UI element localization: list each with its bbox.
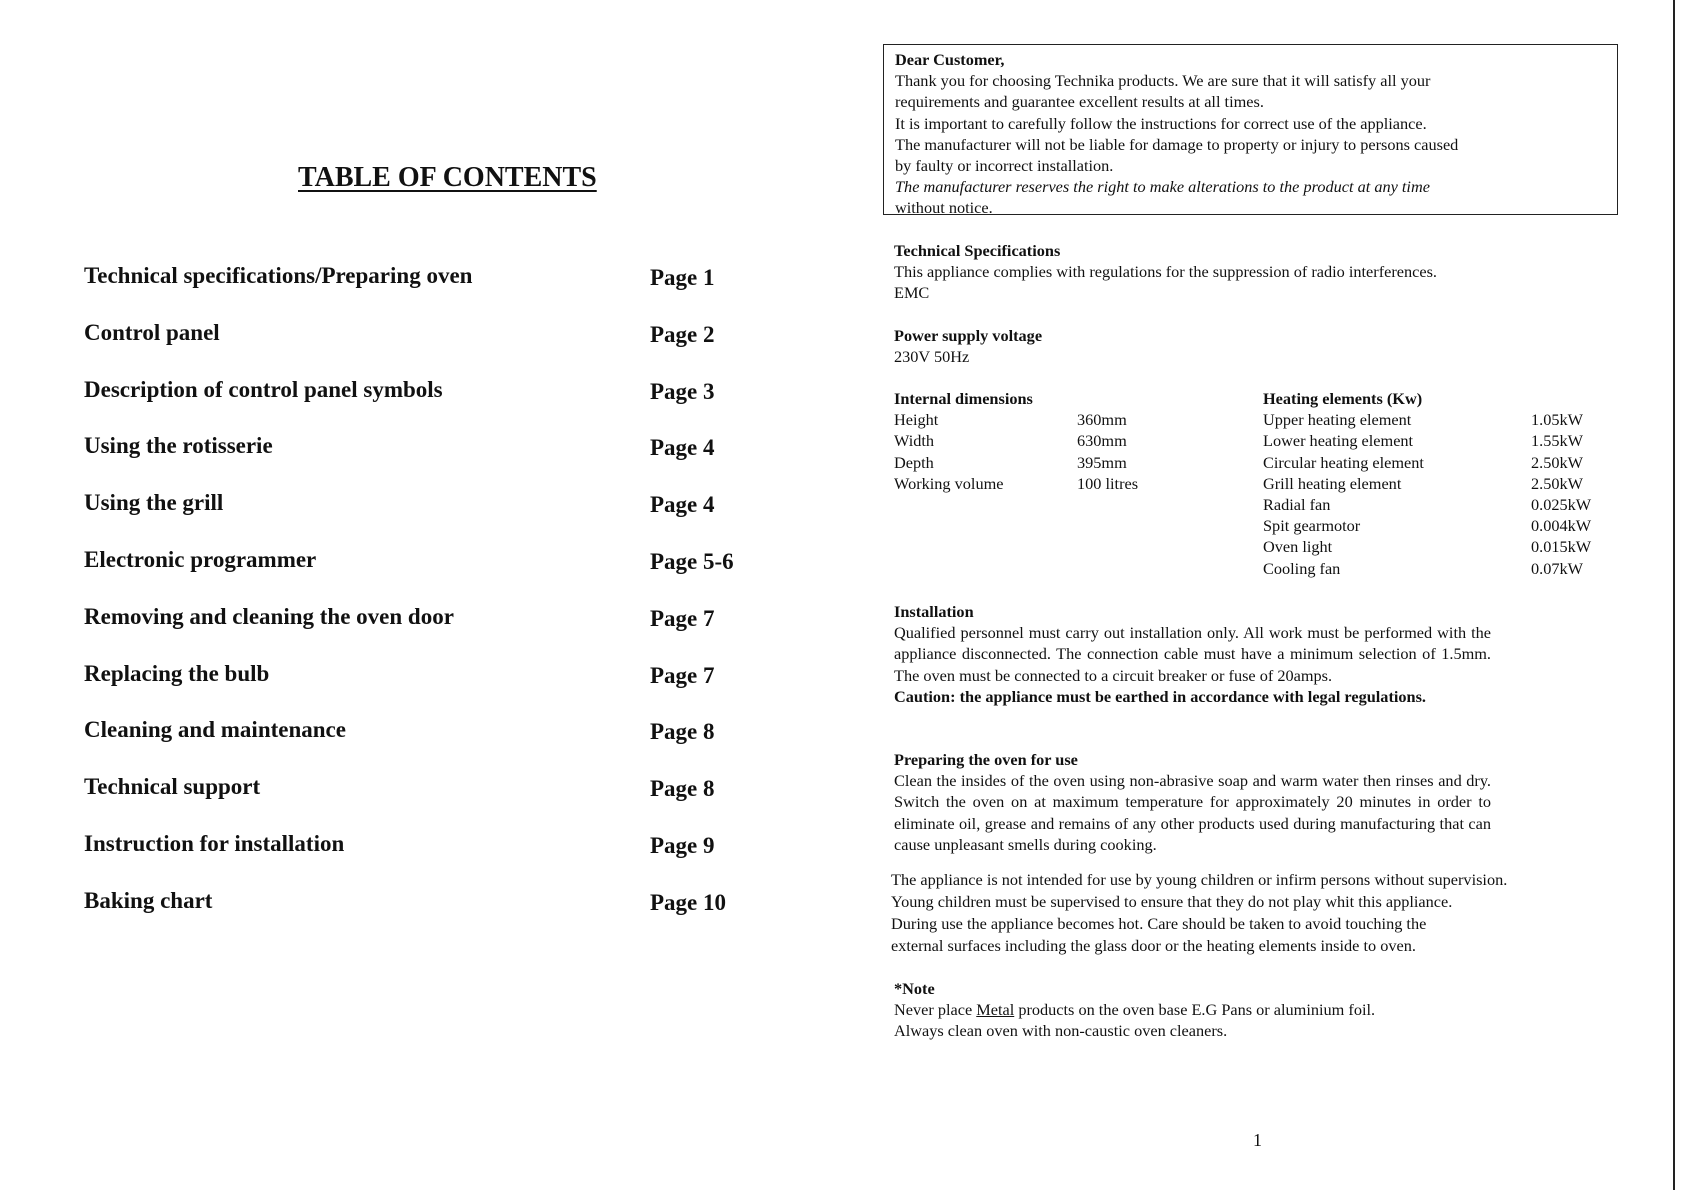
notice-line: by faulty or incorrect installation. [895,156,1114,176]
heating-value: 1.05kW [1531,410,1583,430]
heating-row [1263,473,1623,494]
toc-entry[interactable] [82,717,782,774]
heating-row [1263,409,1623,430]
dimension-row [894,409,1194,430]
toc-entry[interactable] [82,490,782,547]
toc-entry-page: Page 9 [650,832,715,858]
safety-line: The appliance is not intended for use by young children or infirm persons without supervision. [891,870,1508,889]
dimension-value: 630mm [1077,431,1127,451]
safety-line: During use the appliance becomes hot. Care should be taken to avoid touching the [891,914,1427,933]
power-supply-section [894,325,1042,367]
dimension-row [894,473,1194,494]
heating-row [1263,452,1623,473]
toc-entry-label: Description of control panel symbols [84,376,443,402]
dimension-value: 360mm [1077,410,1127,430]
toc-entry-label: Using the grill [84,490,224,516]
installation-section [894,601,1491,707]
dimension-label: Height [894,410,939,430]
internal-dimensions-heading: Internal dimensions [894,389,1033,408]
heating-label: Lower heating element [1263,431,1414,451]
heating-label: Grill heating element [1263,473,1402,493]
notice-line: Thank you for choosing Technika products. We are sure that it will satisfy all your [895,71,1431,91]
toc-entry-page: Page 7 [650,662,715,688]
tech-specs-section [894,240,1437,304]
toc-entry-label: Cleaning and maintenance [84,717,346,743]
dimension-row [894,430,1194,451]
heating-value: 2.50kW [1531,452,1583,472]
toc-list [82,263,782,945]
toc-title: TABLE OF CONTENTS [298,162,597,193]
toc-entry-page: Page 10 [650,889,727,915]
toc-entry[interactable] [82,377,782,434]
note-line [894,999,1375,1020]
toc-entry-label: Instruction for installation [84,830,345,856]
power-supply-heading: Power supply voltage [894,326,1043,345]
toc-entry[interactable] [82,547,782,604]
heating-label: Cooling fan [1263,558,1341,578]
toc-entry-label: Control panel [84,319,220,345]
notice-line: The manufacturer reserves the right to make alterations to the product at any time [895,177,1430,197]
toc-entry-label: Electronic programmer [84,546,317,572]
safety-line: external surfaces including the glass door or the heating elements inside to oven. [891,936,1416,955]
toc-entry[interactable] [82,320,782,377]
heating-row [1263,430,1623,451]
note-underlined-text: Metal [976,1000,1015,1020]
toc-entry[interactable] [82,263,782,320]
heating-row [1263,515,1623,536]
heating-value: 0.025kW [1531,494,1592,514]
toc-entry-label: Removing and cleaning the oven door [84,603,454,629]
heating-label: Spit gearmotor [1263,516,1361,536]
heating-elements-heading: Heating elements (Kw) [1263,389,1423,408]
notice-line: It is important to carefully follow the instructions for correct use of the appliance. [895,113,1427,133]
heating-row [1263,494,1623,515]
toc-entry-page: Page 8 [650,776,715,802]
internal-dimensions-table [894,388,1194,494]
heating-row [1263,536,1623,557]
tech-specs-text: This appliance complies with regulations for the suppression of radio interferences. [894,262,1437,282]
notice-line: The manufacturer will not be liable for damage to property or injury to persons caused [895,134,1459,154]
dimension-value: 395mm [1077,452,1127,472]
tech-specs-heading: Technical Specifications [894,241,1061,260]
dimension-label: Depth [894,452,934,472]
toc-entry-label: Baking chart [84,887,213,913]
toc-entry-page: Page 8 [650,719,715,745]
toc-entry[interactable] [82,433,782,490]
heating-label: Oven light [1263,537,1333,557]
toc-entry-page: Page 7 [650,605,715,631]
notice-line: without notice. [895,198,993,218]
toc-entry-page: Page 4 [650,492,715,518]
preparing-body: Clean the insides of the oven using non-abrasive soap and warm water then rinses and dry. Switch the oven on at maximum temperature for approximately 20 minutes in order to eliminate oil, grease and remains of any other products used during manufacturing that can cause unpleasant smells during cooking. [894,771,1491,854]
installation-heading: Installation [894,602,974,621]
toc-entry[interactable] [82,888,782,945]
page-number: 1 [1253,1130,1262,1150]
dimension-label: Width [894,431,935,451]
power-supply-value: 230V 50Hz [894,347,970,367]
note-section [894,978,1375,1042]
note-heading: *Note [894,979,935,998]
notice-line: requirements and guarantee excellent results at all times. [895,92,1264,112]
note-text: Never place [894,1000,977,1020]
dimension-value: 100 litres [1077,473,1139,493]
toc-entry-label: Technical specifications/Preparing oven [84,263,473,288]
toc-entry-page: Page 4 [650,435,715,461]
preparing-section [894,749,1491,855]
toc-entry-label: Using the rotisserie [84,433,273,459]
toc-entry-page: Page 3 [650,378,715,404]
heating-value: 0.004kW [1531,516,1592,536]
page-edge-line [1673,0,1675,1190]
safety-line: Young children must be supervised to ensure that they do not play whit this appliance. [891,892,1453,911]
toc-entry-page: Page 1 [650,265,715,290]
heating-value: 1.55kW [1531,431,1583,451]
safety-section [891,869,1507,957]
note-text: products on the oven base E.G Pans or aluminium foil. [1014,1000,1376,1020]
heating-value: 0.07kW [1531,558,1583,578]
installation-body: Qualified personnel must carry out installation only. All work must be performed with the appliance disconnected. The connection cable must have a minimum selection of 1.5mm. The oven must be connected to a circuit breaker or fuse of 20amps. [894,623,1491,685]
toc-entry-page: Page 5-6 [650,548,734,574]
notice-greeting: Dear Customer, [895,50,1005,69]
toc-entry[interactable] [82,661,782,718]
heating-value: 2.50kW [1531,473,1583,493]
dimension-row [894,452,1194,473]
heating-value: 0.015kW [1531,537,1592,557]
heating-label: Upper heating element [1263,410,1412,430]
customer-notice-box [883,44,1618,218]
note-line: Always clean oven with non-caustic oven cleaners. [894,1021,1228,1041]
toc-entry-label: Replacing the bulb [84,660,270,686]
toc-entry-label: Technical support [84,774,261,800]
toc-entry-page: Page 2 [650,321,715,347]
heating-label: Circular heating element [1263,452,1424,472]
installation-caution: Caution: the appliance must be earthed in accordance with legal regulations. [894,686,1426,706]
heating-label: Radial fan [1263,494,1331,514]
preparing-heading: Preparing the oven for use [894,750,1078,769]
toc-entry[interactable] [82,604,782,661]
dimension-label: Working volume [894,473,1004,493]
toc-entry[interactable] [82,774,782,831]
heating-elements-table [1263,388,1623,579]
toc-entry[interactable] [82,831,782,888]
heating-row [1263,558,1623,579]
tech-specs-text: EMC [894,283,930,303]
